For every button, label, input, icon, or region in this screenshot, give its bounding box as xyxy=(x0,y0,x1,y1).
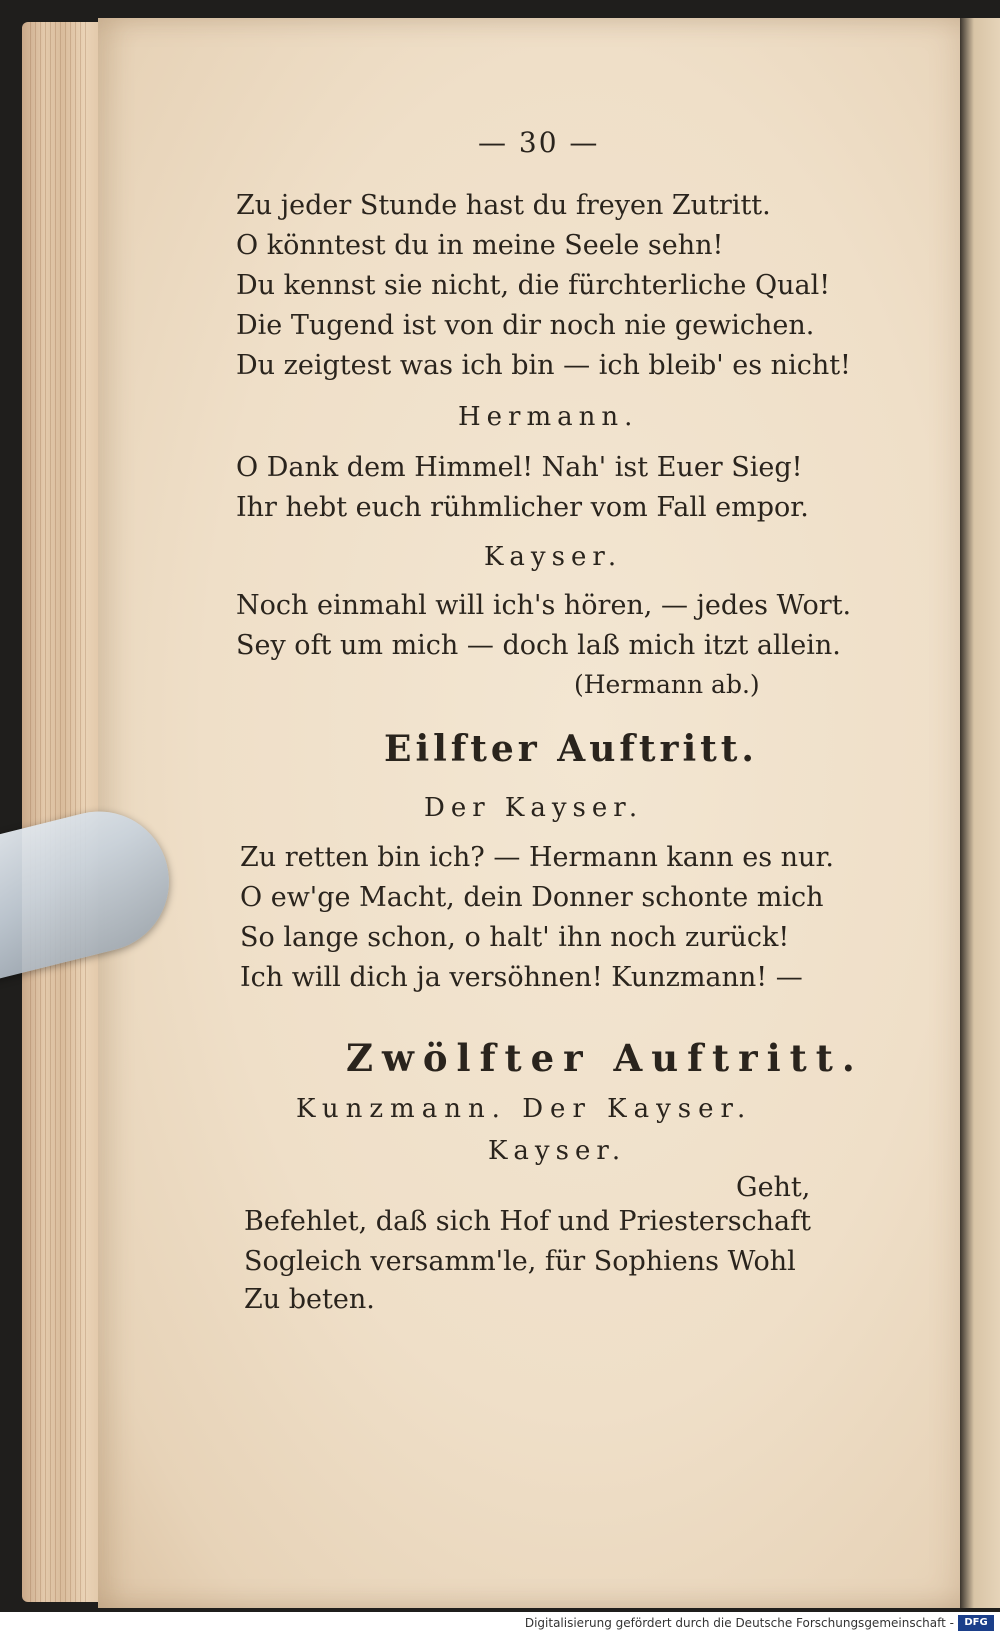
verse-line: Noch einmahl will ich's hören, — jedes Wort. xyxy=(236,590,852,621)
next-page-edge xyxy=(960,18,1000,1608)
dfg-logo: DFG xyxy=(958,1615,994,1631)
speaker-hermann: Hermann. xyxy=(458,402,639,432)
verse-line: Du kennst sie nicht, die fürchterliche Qual! xyxy=(236,270,831,301)
verse-line: Sogleich versamm'le, für Sophiens Wohl xyxy=(244,1246,796,1277)
verse-line: O ew'ge Macht, dein Donner schonte mich xyxy=(240,882,824,913)
speaker-kayser: Kayser. xyxy=(488,1136,627,1166)
stage-direction: (Hermann ab.) xyxy=(574,670,760,699)
verse-line: Zu retten bin ich? — Hermann kann es nur. xyxy=(240,842,834,873)
scene-heading: Zwölfter Auftritt. xyxy=(346,1036,864,1080)
verse-line: Ich will dich ja versöhnen! Kunzmann! — xyxy=(240,962,803,993)
verse-line: Befehlet, daß sich Hof und Priesterschaft xyxy=(244,1206,811,1237)
verse-line: Sey oft um mich — doch laß mich itzt allein. xyxy=(236,630,841,661)
page-number: — 30 — xyxy=(478,126,600,159)
verse-line: Geht, xyxy=(736,1172,811,1203)
verse-line: O Dank dem Himmel! Nah' ist Euer Sieg! xyxy=(236,452,803,483)
verse-line: Zu jeder Stunde hast du freyen Zutritt. xyxy=(236,190,771,221)
speaker-kayser: Kayser. xyxy=(484,542,623,572)
scene-cast: Kunzmann. Der Kayser. xyxy=(296,1094,753,1124)
verse-line: Die Tugend ist von dir noch nie gewichen. xyxy=(236,310,815,341)
scene-cast: Der Kayser. xyxy=(424,793,644,823)
verse-line: So lange schon, o halt' ihn noch zurück! xyxy=(240,922,790,953)
verse-line: Du zeigtest was ich bin — ich bleib' es nicht! xyxy=(236,350,851,381)
verse-line: Zu beten. xyxy=(244,1284,375,1315)
scene-heading: Eilfter Auftritt. xyxy=(384,728,758,770)
verse-line: Ihr hebt euch rühmlicher vom Fall empor. xyxy=(236,492,809,523)
verse-line: O könntest du in meine Seele sehn! xyxy=(236,230,724,261)
footer-credit: Digitalisierung gefördert durch die Deutsche Forschungsgemeinschaft - xyxy=(524,1616,954,1630)
